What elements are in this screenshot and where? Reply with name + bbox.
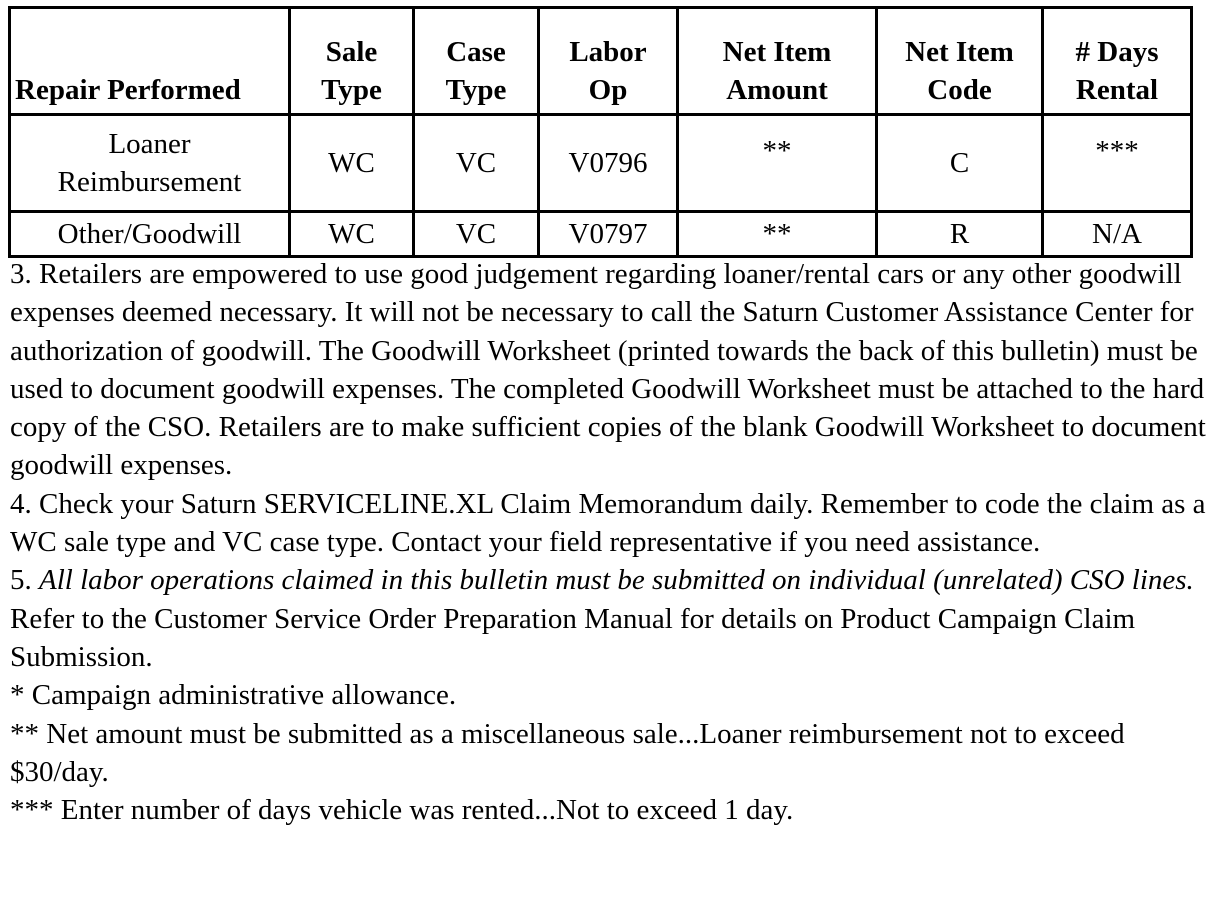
paragraph-5-cso-lines xyxy=(10,561,1210,676)
table-row xyxy=(10,115,1192,212)
footnote-triple-asterisk: *** Enter number of days vehicle was rented...Not to exceed 1 day. xyxy=(10,794,794,827)
header-net-item-code: Net Item Code xyxy=(877,8,1043,115)
footnote-double-asterisk: ** Net amount must be submitted as a miscellaneous sale...Loaner reimbursement not to exceed $30/day. xyxy=(10,717,1125,788)
cell-net-item-amount: ** xyxy=(678,212,877,257)
cell-sale-type: WC xyxy=(290,212,414,257)
header-labor-op: Labor Op xyxy=(539,8,678,115)
paragraph-5-number: 5. xyxy=(10,564,39,597)
cell-case-type: VC xyxy=(414,212,539,257)
cell-labor-op: V0796 xyxy=(539,115,678,212)
cell-repair-performed: Loaner Reimbursement xyxy=(10,115,290,212)
cell-net-item-code: R xyxy=(877,212,1043,257)
labor-operations-table xyxy=(8,6,1193,258)
table-row xyxy=(10,212,1192,257)
paragraph-3-goodwill-judgement: 3. Retailers are empowered to use good judgement regarding loaner/rental cars or any other goodwill expenses deemed necessary. It will not be necessary to call the Saturn Customer Assistance Center for authorization of goodwill. The Goodwill Worksheet (printed towards the back of this bulletin) must be used to document goodwill expenses. The completed Goodwill Worksheet must be attached to the hard copy of the CSO. Retailers are to make sufficient copies of the blank Goodwill Worksheet to document goodwill expenses. xyxy=(10,258,1206,482)
paragraph-5-italic-emphasis: All labor operations claimed in this bulletin must be submitted on individual (unrelated) CSO lines. xyxy=(39,564,1194,597)
table-header-row xyxy=(10,8,1192,115)
header-days-rental: # Days Rental xyxy=(1043,8,1192,115)
cell-case-type: VC xyxy=(414,115,539,212)
bulletin-instructions xyxy=(10,255,1210,829)
header-repair-performed: Repair Performed xyxy=(10,8,290,115)
paragraph-4-claim-memorandum: 4. Check your Saturn SERVICELINE.XL Claim Memorandum daily. Remember to code the claim as a WC sale type and VC case type. Contact your field representative if you need assistance. xyxy=(10,487,1206,559)
cell-sale-type: WC xyxy=(290,115,414,212)
cell-labor-op: V0797 xyxy=(539,212,678,257)
header-sale-type: Sale Type xyxy=(290,8,414,115)
cell-days-rental: *** xyxy=(1043,115,1192,212)
header-net-item-amount: Net Item Amount xyxy=(678,8,877,115)
footnote-single-asterisk: * Campaign administrative allowance. xyxy=(10,679,457,712)
cell-repair-performed: Other/Goodwill xyxy=(10,212,290,257)
cell-net-item-amount: ** xyxy=(678,115,877,212)
cell-days-rental: N/A xyxy=(1043,212,1192,257)
cell-net-item-code: C xyxy=(877,115,1043,212)
paragraph-5-rest: Refer to the Customer Service Order Preparation Manual for details on Product Campaign Claim Submission. xyxy=(10,602,1136,673)
header-case-type: Case Type xyxy=(414,8,539,115)
